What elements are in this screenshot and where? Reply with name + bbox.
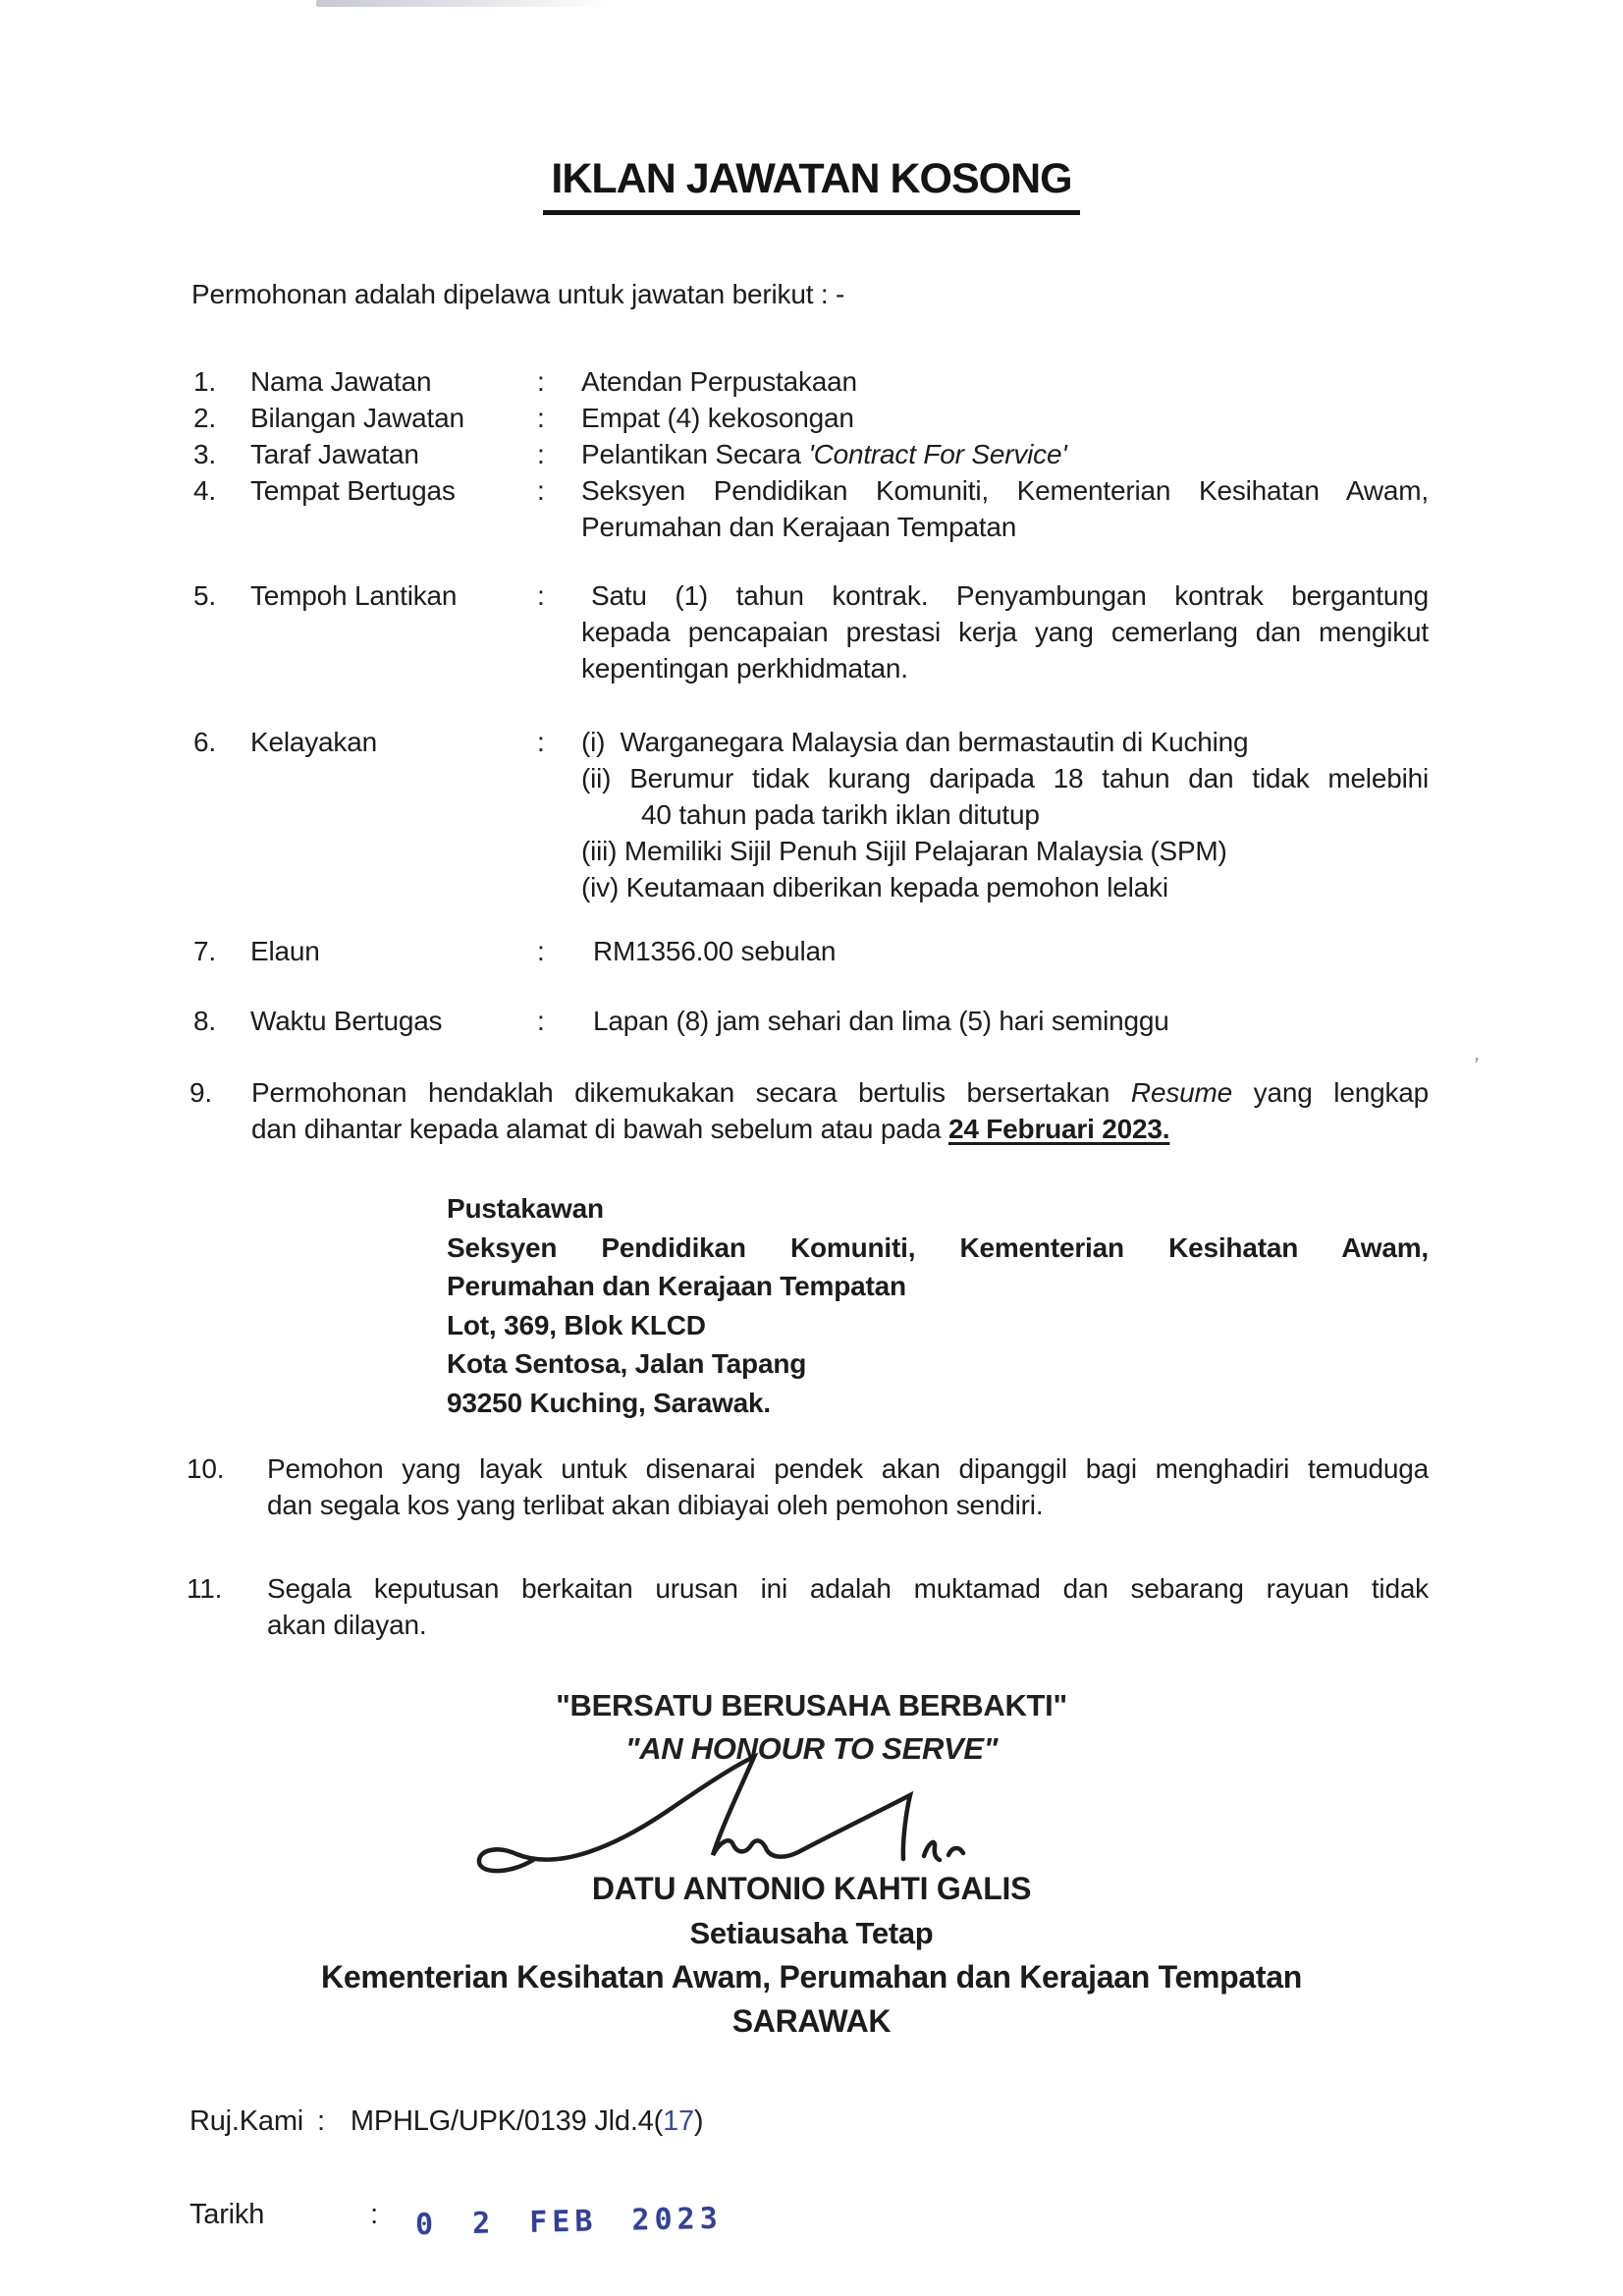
signatory-org: Kementerian Kesihatan Awam, Perumahan dan Kerajaan Tempatan <box>321 1959 1302 1995</box>
qualification-sub-item: (i) Warganegara Malaysia dan bermastautin di Kuching <box>581 727 1249 757</box>
item-label: Taraf Jawatan <box>250 439 419 469</box>
italic-contract-text: 'Contract For Service' <box>808 439 1067 469</box>
qualification-sub-item-wrap: 40 tahun pada tarikh iklan ditutup <box>641 799 1040 830</box>
item-number: 11. <box>187 1573 223 1604</box>
item-colon: : <box>537 1006 545 1036</box>
item-label: Kelayakan <box>250 727 377 757</box>
item-label: Waktu Bertugas <box>250 1006 443 1036</box>
item-number: 4. <box>193 475 216 506</box>
qualification-list <box>581 724 1429 905</box>
item-number: 7. <box>193 936 216 966</box>
item-colon: : <box>537 366 545 397</box>
item-value: Satu (1) tahun kontrak. Penyambungan kontrak bergantung kepada pencapaian prestasi kerja yang cemerlang dan mengikut kepentingan perkhidmatan. <box>581 580 1429 683</box>
reference-number-handwritten: 17 <box>663 2105 694 2137</box>
motto-line-1: "BERSATU BERUSAHA BERBAKTI" <box>556 1688 1067 1722</box>
item-colon: : <box>537 439 545 469</box>
item-label: Tempoh Lantikan <box>250 580 458 611</box>
address-line: Perumahan dan Kerajaan Tempatan <box>447 1271 906 1301</box>
item-label: Tempat Bertugas <box>250 475 456 506</box>
date-row: Tarikh : 0 2 FEB 2023 <box>189 2199 724 2243</box>
address-line: Seksyen Pendidikan Komuniti, Kementerian Kesihatan Awam, <box>447 1231 1429 1263</box>
item-number: 8. <box>193 1006 216 1036</box>
ref-label: Ruj.Kami <box>189 2105 304 2137</box>
item-number: 10. <box>187 1453 225 1484</box>
mailing-address <box>447 1189 1429 1422</box>
signatory-name: DATU ANTONIO KAHTI GALIS <box>591 1871 1032 1906</box>
signatory-state: SARAWAK <box>731 2003 892 2039</box>
reference-number: MPHLG/UPK/0139 Jld.4(17) <box>350 2105 704 2137</box>
item-colon: : <box>537 475 545 506</box>
item-number: 6. <box>193 727 216 757</box>
item-number: 9. <box>189 1077 212 1108</box>
item-value: Pelantikan Secara 'Contract For Service' <box>581 439 1067 469</box>
title-wrapper <box>0 155 1623 215</box>
item-value: Seksyen Pendidikan Komuniti, Kementerian Kesihatan Awam, Perumahan dan Kerajaan Tempatan <box>581 475 1429 542</box>
qualification-sub-item: (ii) Berumur tidak kurang daripada 18 tahun dan tidak melebihi <box>581 763 1429 793</box>
signatory-role: Setiausaha Tetap <box>689 1916 934 1950</box>
address-line: 93250 Kuching, Sarawak. <box>447 1387 772 1418</box>
date-label: Tarikh <box>189 2199 265 2230</box>
qualification-sub-item: (iii) Memiliki Sijil Penuh Sijil Pelajaran Malaysia (SPM) <box>581 836 1227 866</box>
item-colon: : <box>537 936 545 966</box>
item-colon: : <box>537 727 545 757</box>
address-line: Lot, 369, Blok KLCD <box>447 1309 706 1340</box>
page-title: IKLAN JAWATAN KOSONG <box>543 155 1079 215</box>
item-value: Lapan (8) jam sehari dan lima (5) hari seminggu <box>593 1006 1169 1036</box>
item-paragraph: Segala keputusan berkaitan urusan ini adalah muktamad dan sebarang rayuan tidak akan dilayan. <box>267 1573 1429 1640</box>
item-number: 5. <box>193 580 216 611</box>
scan-smudge-artifact <box>316 0 611 7</box>
item-number: 2. <box>193 403 216 433</box>
date-stamp: 0 2 FEB 2023 <box>414 2201 724 2243</box>
item-paragraph: Permohonan hendaklah dikemukakan secara bertulis bersertakan Resume yang lengkap dan dihantar kepada alamat di bawah sebelum atau pada 24 Februari 2023. <box>251 1077 1429 1144</box>
item-number: 1. <box>193 366 216 397</box>
address-line: Kota Sentosa, Jalan Tapang <box>447 1348 807 1379</box>
item-label: Bilangan Jawatan <box>250 403 464 433</box>
item-label: Nama Jawatan <box>250 366 432 397</box>
item-value: Empat (4) kekosongan <box>581 403 854 433</box>
reference-number-row: Ruj.Kami : MPHLG/UPK/0139 Jld.4(17) <box>189 2105 704 2137</box>
item-number: 3. <box>193 439 216 469</box>
item-value: Atendan Perpustakaan <box>581 366 857 397</box>
qualification-sub-item: (iv) Keutamaan diberikan kepada pemohon lelaki <box>581 872 1168 902</box>
item-colon: : <box>537 403 545 433</box>
address-line: Pustakawan <box>447 1193 604 1224</box>
deadline-date: 24 Februari 2023. <box>947 1114 1170 1144</box>
item-value: RM1356.00 sebulan <box>593 936 837 966</box>
motto-line-2: "AN HONOUR TO SERVE" <box>624 1731 999 1766</box>
item-label: Elaun <box>250 936 320 966</box>
signature-scribble <box>469 1750 970 1887</box>
item-colon: : <box>537 580 545 611</box>
scan-tick-artifact: ’ <box>1470 1052 1481 1078</box>
italic-resume-text: Resume <box>1130 1077 1232 1108</box>
item-paragraph: Pemohon yang layak untuk disenarai pendek akan dipanggil bagi menghadiri temuduga dan segala kos yang terlibat akan dibiayai oleh pemohon sendiri. <box>267 1453 1429 1520</box>
intro-text: Permohonan adalah dipelawa untuk jawatan berikut : - <box>191 279 845 309</box>
